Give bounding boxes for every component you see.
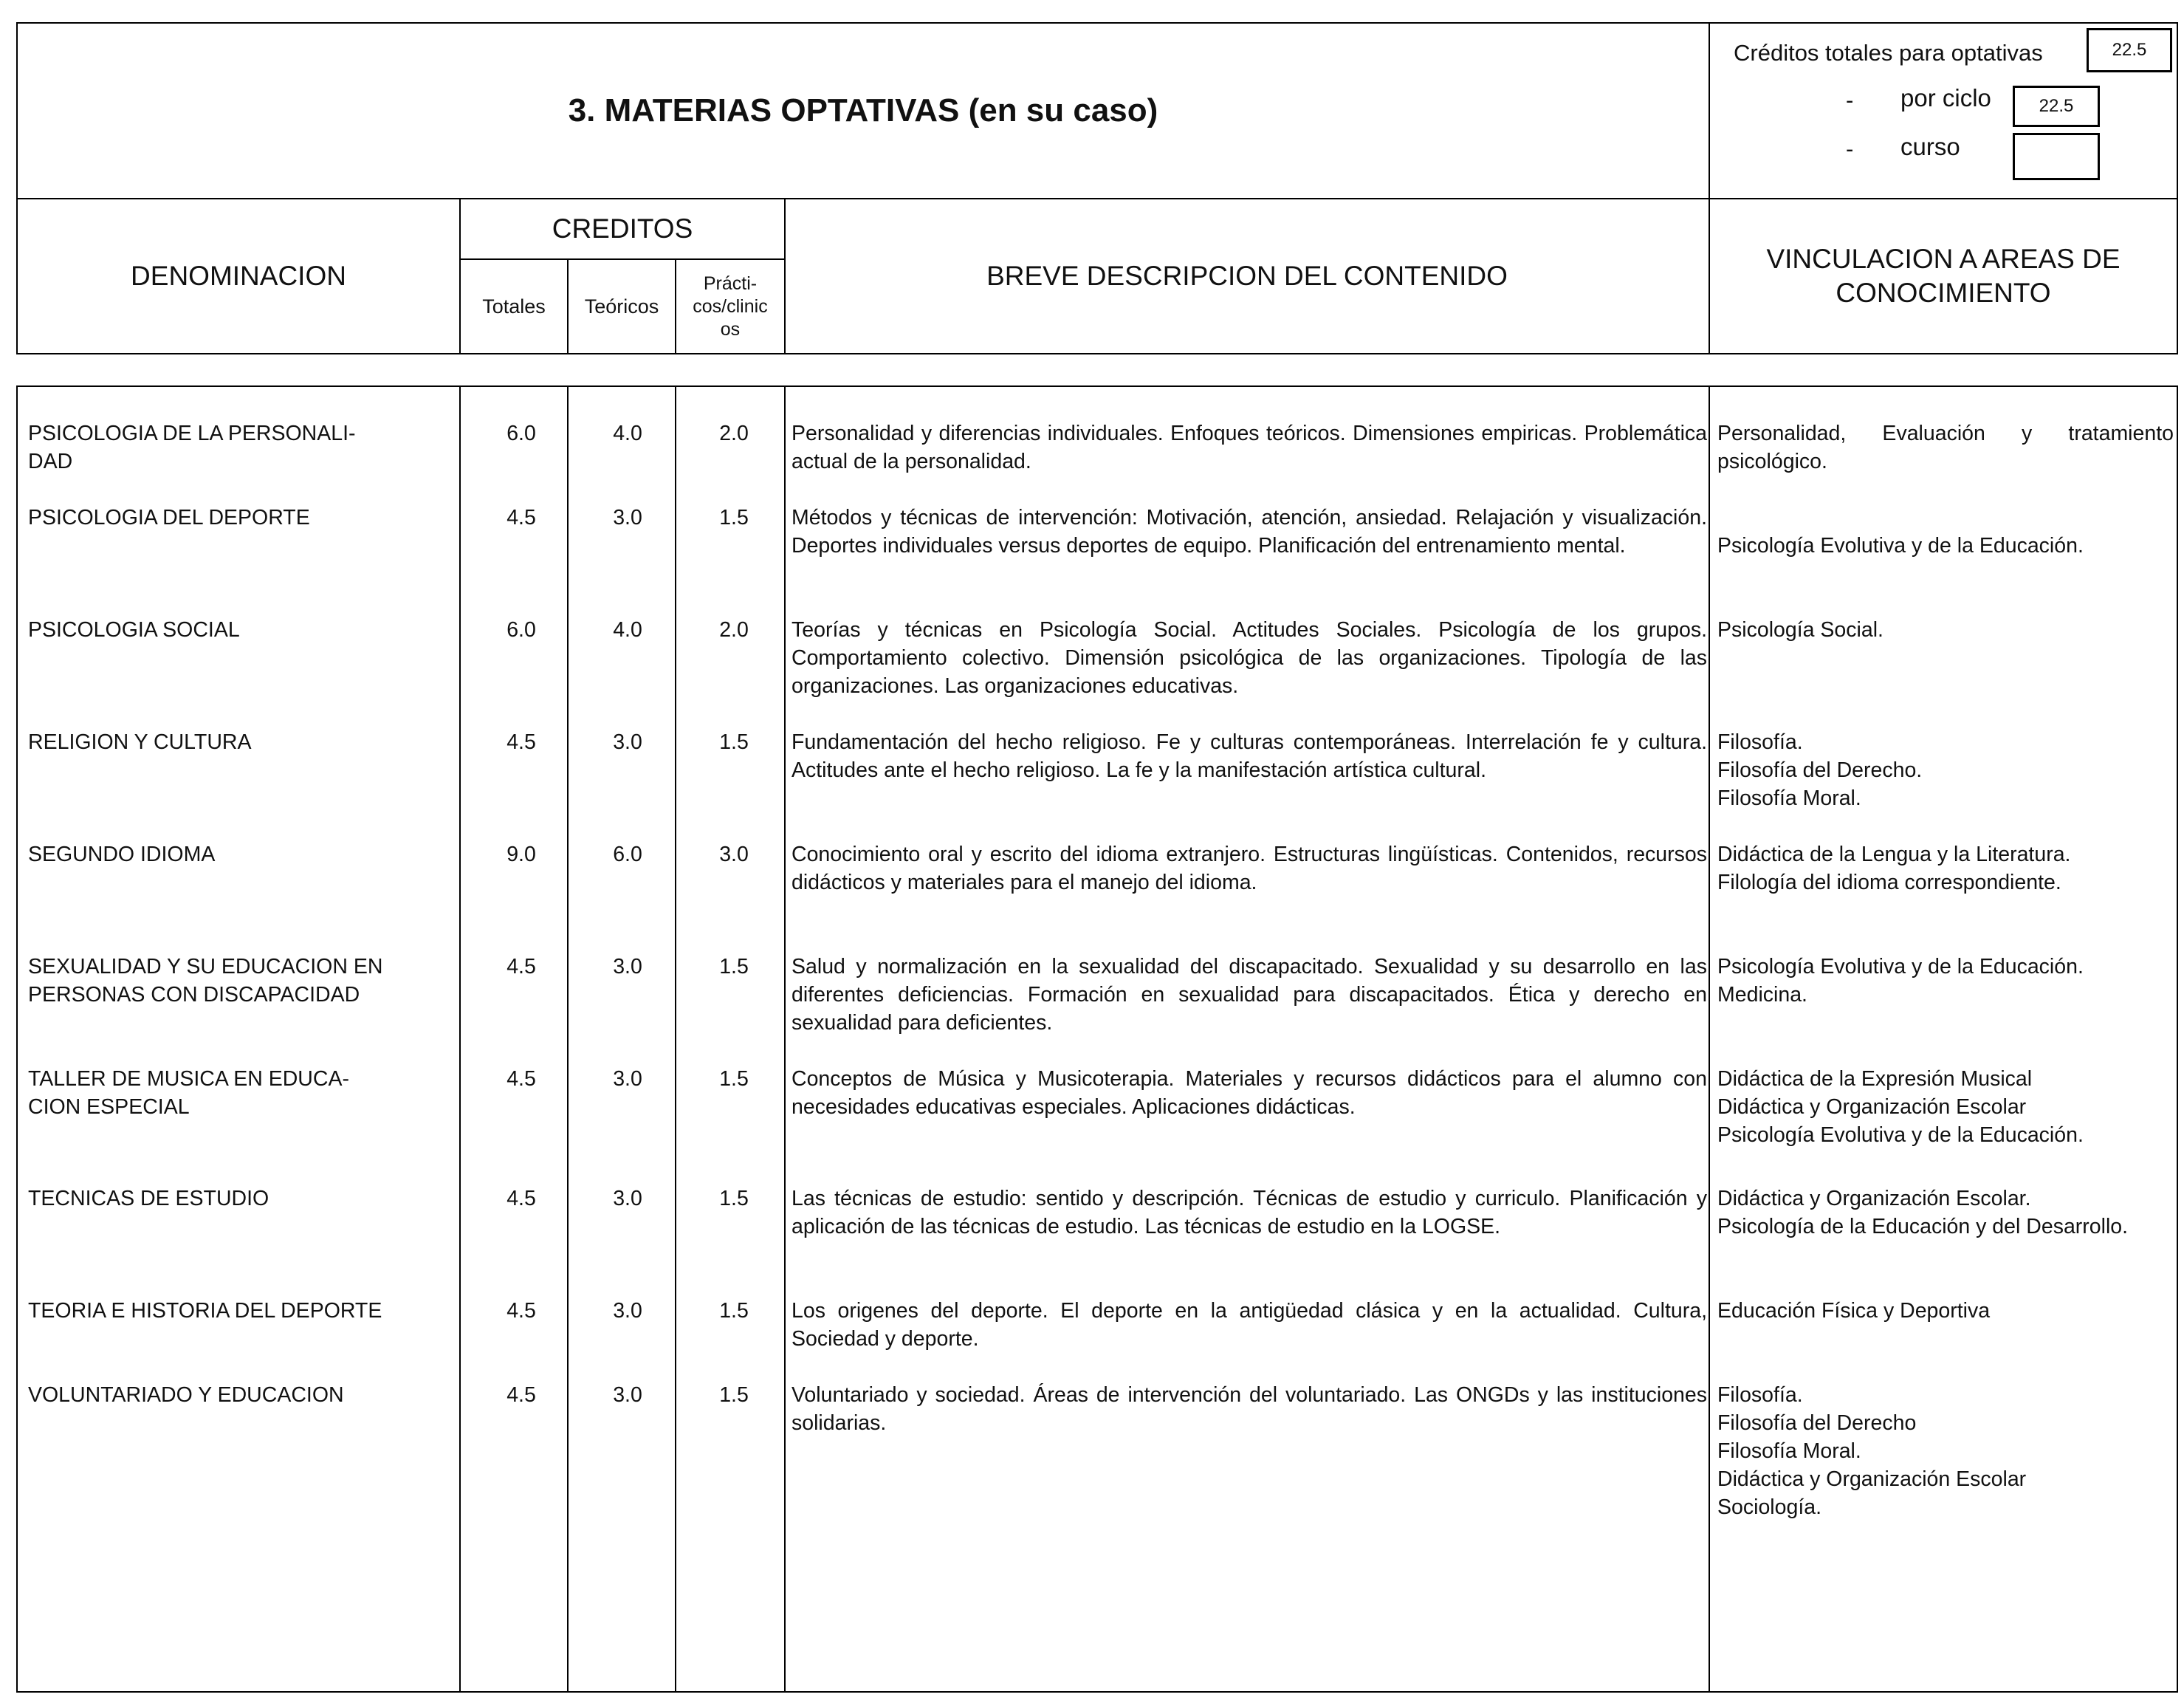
creditos-practicos: 1.5 [719, 1067, 749, 1091]
subject-name: TECNICAS DE ESTUDIO [28, 1187, 269, 1210]
knowledge-areas [1717, 532, 2174, 560]
knowledge-areas [1717, 953, 2174, 1009]
creditos-practicos: 2.0 [719, 618, 749, 642]
knowledge-areas [1717, 1297, 2174, 1325]
creditos-teoricos: 3.0 [613, 1187, 642, 1210]
area-line: Didáctica de la Expresión Musical [1717, 1067, 2033, 1091]
subject-name: RELIGION Y CULTURA [28, 730, 252, 754]
area-line: Psicología de la Educación y del Desarrollo. [1717, 1215, 2129, 1238]
creditos-totales-box [2087, 28, 2172, 72]
subject-description: Salud y normalización en la sexualidad del discapacitado. Sexualidad y su desarrollo en las diferentes deficiencias. Formación en sexualidad para discapacitados. Ética y derecho en sexualidad para deficientes. [791, 955, 1707, 1035]
area-line: Filología del idioma correspondiente. [1717, 871, 2061, 894]
por-ciclo-label: por ciclo [1900, 84, 1991, 112]
curso-box [2013, 133, 2100, 180]
por-ciclo-box [2013, 86, 2100, 127]
creditos-totales: 4.5 [506, 1067, 536, 1091]
subject-description: Conocimiento oral y escrito del idioma extranjero. Estructuras lingüísticas. Contenidos, recursos didácticos y materiales para el manejo del idioma. [791, 843, 1707, 894]
knowledge-areas [1717, 1185, 2174, 1241]
col-denominacion: DENOMINACION [131, 261, 346, 291]
creditos-totales-label: Créditos totales para optativas [1734, 40, 2043, 66]
subject-description: Personalidad y diferencias individuales. Enfoques teóricos. Dimensiones empiricas. Problemática actual de la personalidad. [791, 422, 1707, 473]
creditos-practicos: 1.5 [719, 1187, 749, 1210]
knowledge-areas [1717, 616, 2174, 644]
creditos-totales: 4.5 [506, 955, 536, 978]
creditos-teoricos: 6.0 [613, 843, 642, 866]
creditos-totales: 6.0 [506, 422, 536, 445]
area-line: Didáctica de la Lengua y la Literatura. [1717, 843, 2071, 866]
creditos-teoricos: 3.0 [613, 1299, 642, 1323]
column-header-block [16, 199, 2178, 354]
area-line: Didáctica y Organización Escolar. [1717, 1187, 2031, 1210]
creditos-teoricos: 3.0 [613, 955, 642, 978]
col-totales: Totales [482, 295, 546, 318]
creditos-practicos: 1.5 [719, 955, 749, 978]
area-line: Didáctica y Organización Escolar [1717, 1467, 2027, 1491]
creditos-totales: 4.5 [506, 730, 536, 754]
curso-label: curso [1900, 133, 1960, 160]
col-creditos: CREDITOS [552, 213, 693, 244]
area-line: Filosofía. [1717, 730, 1803, 754]
subject-name: VOLUNTARIADO Y EDUCACION [28, 1383, 344, 1407]
creditos-practicos: 1.5 [719, 730, 749, 754]
creditos-teoricos: 3.0 [613, 1383, 642, 1407]
col-divider [567, 387, 569, 1691]
area-line: Psicología Evolutiva y de la Educación. [1717, 534, 2084, 558]
subject-name: PSICOLOGIA SOCIAL [28, 618, 240, 642]
area-line: Filosofía Moral. [1717, 786, 1861, 810]
area-line: Personalidad, Evaluación y tratamiento psicológico. [1717, 422, 2174, 473]
subject-description: Los origenes del deporte. El deporte en la antigüedad clásica y en la actualidad. Cultura, Sociedad y deporte. [791, 1299, 1707, 1351]
knowledge-areas [1717, 1065, 2174, 1149]
col-divider [459, 387, 461, 1691]
col-divider [675, 387, 676, 1691]
col-descripcion: BREVE DESCRIPCION DEL CONTENIDO [986, 261, 1508, 291]
creditos-totales: 4.5 [506, 1187, 536, 1210]
col-divider [784, 387, 786, 1691]
area-line: Psicología Social. [1717, 618, 1883, 642]
creditos-practicos: 3.0 [719, 843, 749, 866]
creditos-practicos: 1.5 [719, 506, 749, 529]
col-teoricos: Teóricos [584, 295, 659, 318]
area-line: Filosofía. [1717, 1383, 1803, 1407]
dash-curso: - [1846, 136, 1854, 162]
subject-name: SEXUALIDAD Y SU EDUCACION EN PERSONAS CON DISCAPACIDAD [28, 955, 383, 1007]
optativas-table [16, 385, 2178, 1693]
knowledge-areas [1717, 419, 2174, 476]
creditos-teoricos: 3.0 [613, 506, 642, 529]
creditos-totales: 4.5 [506, 506, 536, 529]
creditos-totales: 9.0 [506, 843, 536, 866]
subject-name: TALLER DE MUSICA EN EDUCA- CION ESPECIAL [28, 1067, 349, 1119]
col-vinculacion: VINCULACION A AREAS DE CONOCIMIENTO [1766, 244, 2121, 308]
subject-description: Fundamentación del hecho religioso. Fe y culturas contemporáneas. Interrelación fe y cultura. Actitudes ante el hecho religioso. La fe y la manifestación artística cultural. [791, 730, 1707, 782]
area-line: Filosofía Moral. [1717, 1439, 1861, 1463]
area-line: Filosofía del Derecho. [1717, 758, 1923, 782]
area-line: Psicología Evolutiva y de la Educación. [1717, 955, 2084, 978]
subject-description: Conceptos de Música y Musicoterapia. Materiales y recursos didácticos para el alumno con necesidades educativas especiales. Aplicaciones didácticas. [791, 1067, 1707, 1119]
knowledge-areas [1717, 1381, 2174, 1521]
creditos-teoricos: 3.0 [613, 1067, 642, 1091]
col-practicos: Prácti- cos/clinic os [693, 273, 768, 340]
creditos-teoricos: 4.0 [613, 422, 642, 445]
creditos-teoricos: 3.0 [613, 730, 642, 754]
subject-name: PSICOLOGIA DEL DEPORTE [28, 506, 310, 529]
area-line: Sociología. [1717, 1495, 1822, 1519]
creditos-teoricos: 4.0 [613, 618, 642, 642]
subject-name: TEORIA E HISTORIA DEL DEPORTE [28, 1299, 382, 1323]
creditos-totales: 4.5 [506, 1299, 536, 1323]
area-line: Didáctica y Organización Escolar [1717, 1095, 2027, 1119]
knowledge-areas [1717, 728, 2174, 812]
area-line: Filosofía del Derecho [1717, 1411, 1917, 1435]
creditos-totales: 4.5 [506, 1383, 536, 1407]
subject-name: PSICOLOGIA DE LA PERSONALI- DAD [28, 422, 356, 473]
knowledge-areas [1717, 840, 2174, 897]
subject-description: Voluntariado y sociedad. Áreas de intervención del voluntariado. Las ONGDs y las instituciones solidarias. [791, 1383, 1707, 1435]
area-line: Educación Física y Deportiva [1717, 1299, 1991, 1323]
creditos-practicos: 2.0 [719, 422, 749, 445]
page-title: 3. MATERIAS OPTATIVAS (en su caso) [568, 92, 1158, 128]
credits-summary [1710, 24, 2177, 198]
subject-description: Teorías y técnicas en Psicología Social. Actitudes Sociales. Psicología de los grupos. Comportamiento colectivo. Dimensión psicológica de las organizaciones. Tipología de las organizaciones. Las organizaciones educativas. [791, 618, 1707, 698]
subject-description: Métodos y técnicas de intervención: Motivación, atención, ansiedad. Relajación y visualización. Deportes individuales versus deportes de equipo. Planificación del entrenamiento mental. [791, 506, 1707, 558]
creditos-totales-value: 22.5 [2112, 40, 2147, 60]
col-divider [1709, 387, 1710, 1691]
por-ciclo-value: 22.5 [2039, 96, 2074, 116]
subject-description: Las técnicas de estudio: sentido y descripción. Técnicas de estudio y curriculo. Planificación y aplicación de las técnicas de estudio. Las técnicas de estudio en la LOGSE. [791, 1187, 1707, 1238]
creditos-practicos: 1.5 [719, 1383, 749, 1407]
creditos-totales: 6.0 [506, 618, 536, 642]
creditos-practicos: 1.5 [719, 1299, 749, 1323]
area-line: Psicología Evolutiva y de la Educación. [1717, 1123, 2084, 1147]
header-block [16, 22, 2178, 199]
subject-name: SEGUNDO IDIOMA [28, 843, 216, 866]
dash-por-ciclo: - [1846, 87, 1854, 113]
area-line: Medicina. [1717, 983, 1807, 1007]
